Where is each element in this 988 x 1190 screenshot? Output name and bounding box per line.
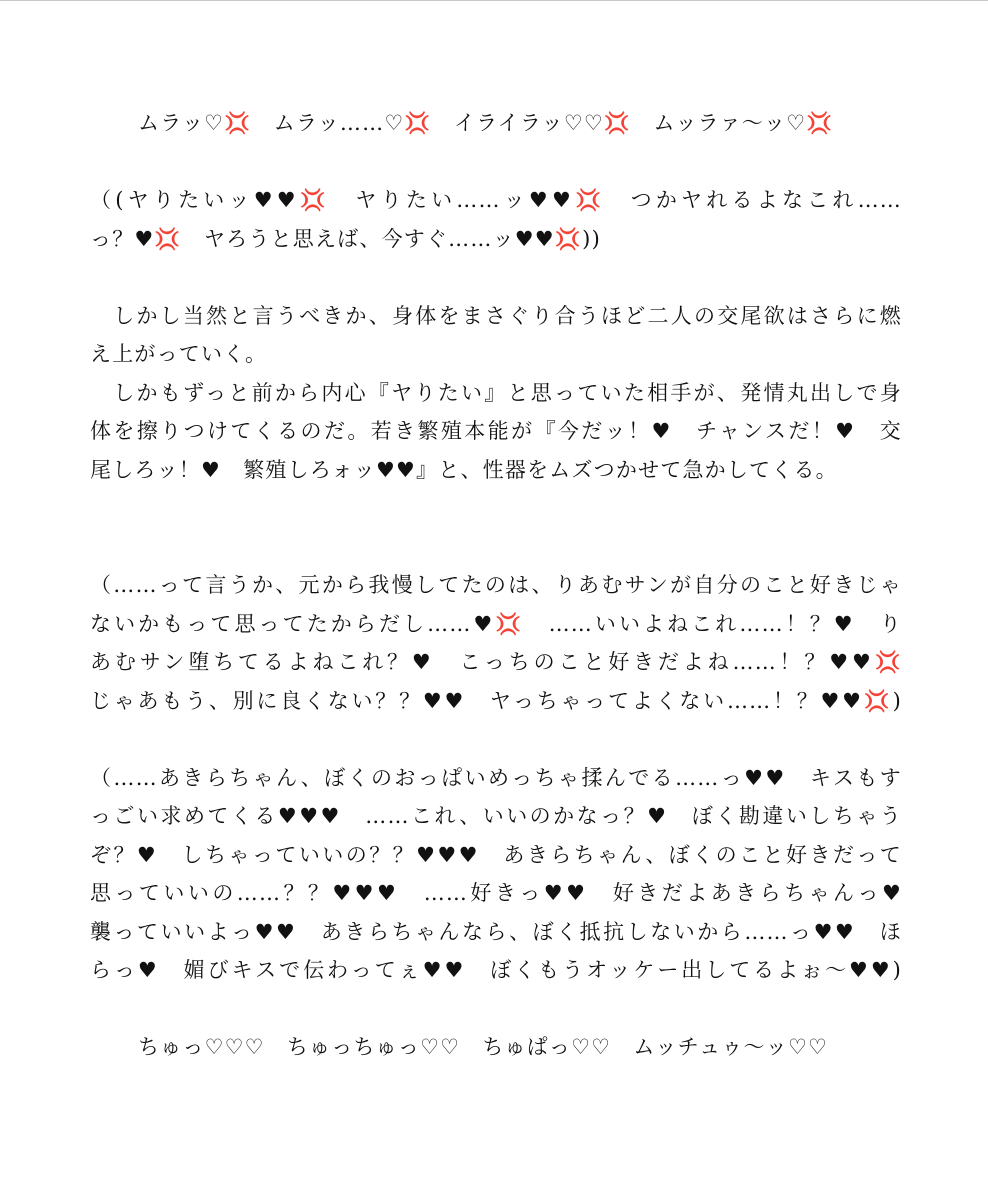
text-line: っ？♥💢 ヤろうと思えば、今すぐ……ッ♥♥💢)) [90,226,601,251]
top-border-line [0,0,988,1]
text-line: 尾しろッ！♥ 繁殖しろォッ♥♥』と、性器をムズつかせて急かしてくる。 [90,457,838,482]
text-line: らっ♥ 媚びキスで伝わってぇ♥♥ ぼくもうオッケー出してるよぉ〜♥♥) [90,958,902,982]
paragraph-narration [90,297,902,490]
paragraph-gap [90,720,902,759]
text-line: しかし当然と言うべきか、身体をまさぐり合うほど二人の交尾欲はさらに燃 [90,303,902,328]
text-line: ちゅっ♡♡♡ ちゅっちゅっ♡♡ ちゅぱっ♡♡ ムッチュゥ〜ッ♡♡ [138,1035,828,1059]
text-line: 思っていいの……？？♥♥♥ ……好きっ♥♥ 好きだよあきらちゃんっ♥ [90,881,902,905]
document-page [90,104,902,1067]
text-line: え上がっていく。 [90,342,268,366]
paragraph-gap [90,489,902,566]
text-line: （……って言うか、元から我慢してたのは、りあむサンが自分のこと好きじゃ [90,573,902,597]
text-line: （(ヤりたいッ♥♥💢 ヤりたい……ッ♥♥💢 つかヤれるよなこれ…… [90,188,902,212]
text-line: 体を擦りつけてくるのだ。若き繁殖本能が『今だッ！♥ チャンスだ！♥ 交 [90,419,902,443]
text-line: あむサン堕ちてるよねこれ？♥ こっちのこと好きだよね……！？♥♥💢 [90,650,902,674]
text-line: じゃあもう、別に良くない？？♥♥ ヤっちゃってよくない……！？♥♥💢) [90,688,902,713]
paragraph-gap [90,258,902,297]
paragraph-inner-thought-3 [90,759,902,990]
onomatopoeia-line-2 [90,1028,902,1067]
text-line: しかもずっと前から内心『ヤりたい』と思っていた相手が、発情丸出しで身 [90,380,902,405]
paragraph-gap [90,990,902,1029]
onomatopoeia-line-1 [90,104,902,143]
text-line: ムラッ♡💢 ムラッ……♡💢 イライラッ♡♡💢 ムッラァ〜ッ♡💢 [138,111,834,135]
text-line: 襲っていいよっ♥♥ あきらちゃんなら、ぼく抵抗しないから……っ♥♥ ほ [90,919,902,944]
paragraph-inner-thought-2 [90,566,902,720]
text-line: っごい求めてくる♥♥♥ ……これ、いいのかなっ？♥ ぼく勘違いしちゃう [90,804,902,828]
text-line: ぞ？♥ しちゃっていいの？？♥♥♥ あきらちゃん、ぼくのこと好きだって [90,842,902,867]
text-line: ないかもって思ってたからだし……♥💢 ……いいよねこれ……！？♥ り [90,611,902,636]
text-line: （……あきらちゃん、ぼくのおっぱいめっちゃ揉んでる……っ♥♥ キスもす [90,765,902,790]
paragraph-gap [90,143,902,182]
paragraph-inner-thought-1 [90,181,902,258]
